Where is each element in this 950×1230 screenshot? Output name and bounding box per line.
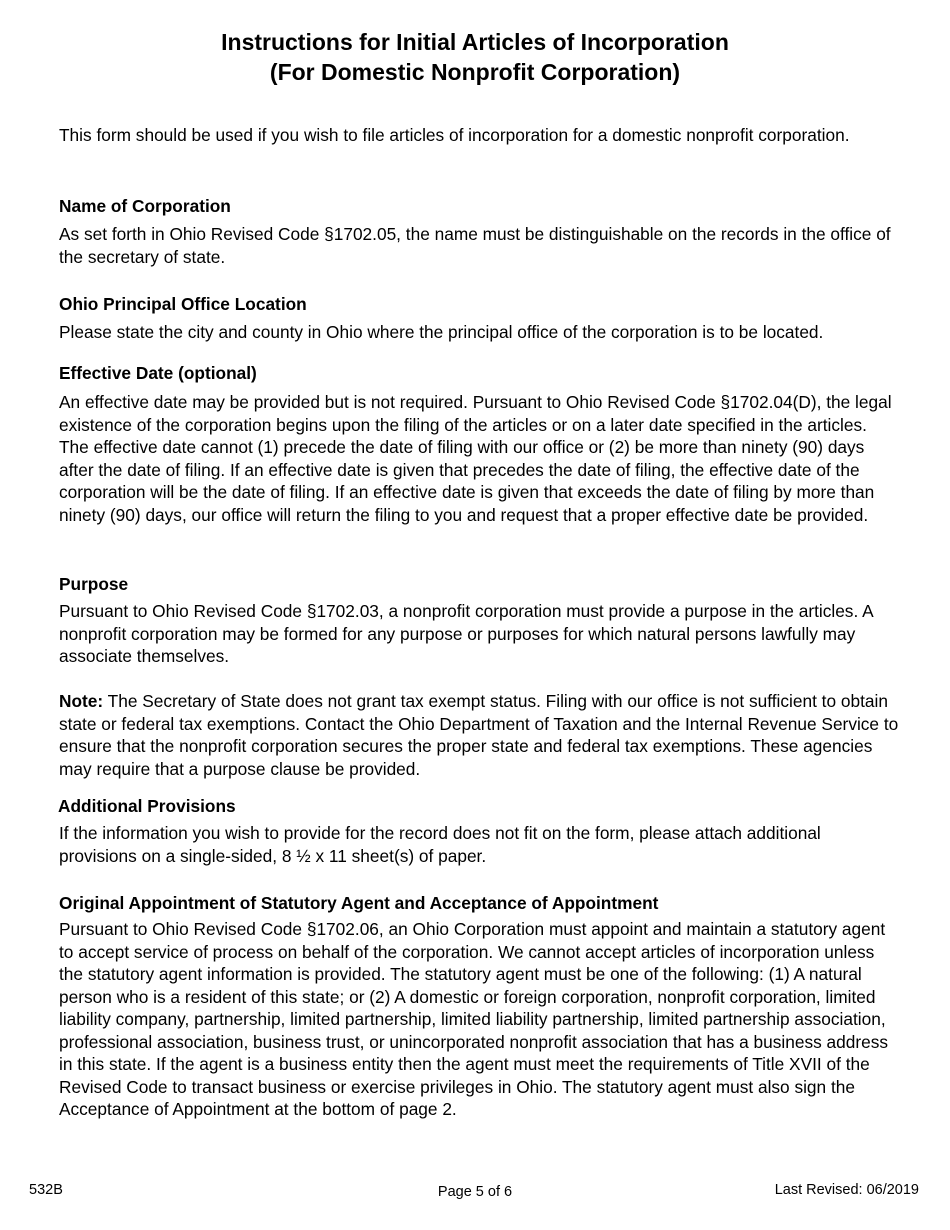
last-revised: Last Revised: 06/2019 [774,1182,919,1198]
section-body-office: Please state the city and county in Ohio where the principal office of the corporation is to be located. [59,322,824,342]
page-title-line-1: Instructions for Initial Articles of Incorporation [221,29,729,55]
note-label: Note: [59,691,104,711]
section-body-agent: Pursuant to Ohio Revised Code §1702.06, an Ohio Corporation must appoint and maintain a statutory agent to accept service of process on behalf of the corporation. We cannot accept articles of incorporation unless the statutory agent information is provided. The statutory agent must be one of the following: (1) A natural person who is a resident of this state; or (2) A domestic or foreign corporation, nonprofit corporation, limited liability company, partnership, limited partnership, limited liability partnership, limited partnership association, professional association, business trust, or unincorporated nonprofit association that has a business address in this state. If the agent is a business entity then the agent must meet the requirements of Title XVII of the Revised Code to transact business or exercise privileges in Ohio. The statutory agent must also sign the Acceptance of Appointment at the bottom of page 2. [59,919,889,1119]
section-body-name: As set forth in Ohio Revised Code §1702.05, the name must be distinguishable on the records in the office of the secretary of state. [59,224,891,267]
section-heading-additional: Additional Provisions [58,796,236,816]
page-number: Page 5 of 6 [437,1184,513,1200]
section-heading-purpose: Purpose [59,574,129,594]
section-heading-agent: Original Appointment of Statutory Agent and Acceptance of Appointment [59,893,659,913]
note-paragraph [59,690,899,780]
form-number: 532B [29,1182,63,1198]
section-heading-effective-date: Effective Date (optional) [59,363,257,383]
section-body-effective-date: An effective date may be provided but is not required. Pursuant to Ohio Revised Code §1702.04(D), the legal existence of the corporation begins upon the filing of the articles or on a later date specified in the articles. The effective date cannot (1) precede the date of filing with our office or (2) be more than ninety (90) days after the date of filing. If an effective date is given that precedes the date of filing, the effective date of the corporation will be the date of filing. If an effective date is given that exceeds the date of filing by more than ninety (90) days, our office will return the filing to you and request that a proper effective date be provided. [59,392,892,525]
section-body-purpose: Pursuant to Ohio Revised Code §1702.03, a nonprofit corporation must provide a purpose in the articles. A nonprofit corporation may be formed for any purpose or purposes for which natural persons lawfully may associate themselves. [59,601,873,666]
note-body: The Secretary of State does not grant tax exempt status. Filing with our office is not sufficient to obtain state or federal tax exemptions. Contact the Ohio Department of Taxation and the Internal Revenue Service to ensure that the nonprofit corporation secures the proper state and federal tax exemptions. These agencies may require that a purpose clause be provided. [59,691,899,779]
section-heading-office: Ohio Principal Office Location [59,294,307,314]
intro-paragraph: This form should be used if you wish to file articles of incorporation for a domestic nonprofit corporation. [59,125,850,145]
section-body-additional: If the information you wish to provide for the record does not fit on the form, please attach additional provisions on a single-sided, 8 ½ x 11 sheet(s) of paper. [59,823,821,866]
page-title-line-2: (For Domestic Nonprofit Corporation) [269,59,681,85]
section-heading-name: Name of Corporation [59,196,231,216]
